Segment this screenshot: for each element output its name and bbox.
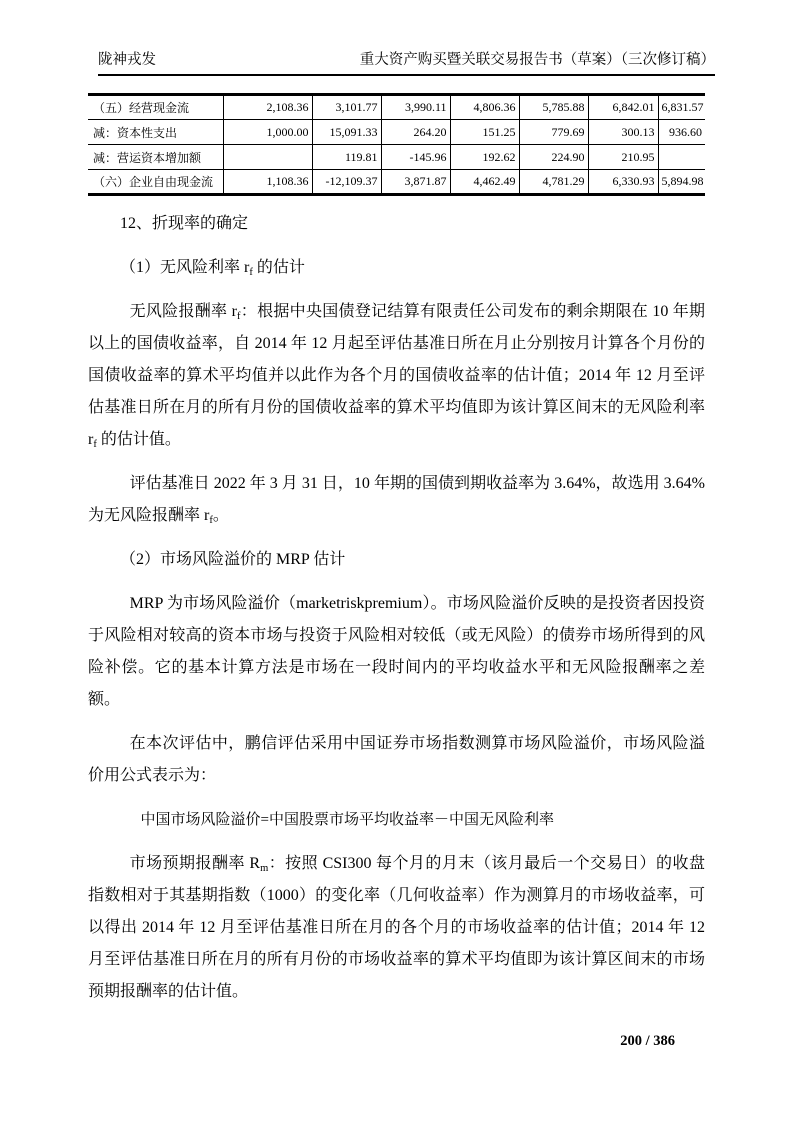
text-run: 在本次评估中，鹏信评估采用中国证券市场指数测算市场风险溢价，市场风险溢价用公式表示为： bbox=[88, 735, 705, 784]
page-header bbox=[98, 48, 715, 76]
text-run: MRP 为市场风险溢价（marketriskpremium）。市场风险溢价反映的是投资者因投资于风险相对较高的资本市场与投资于风险相对较低（或无风险）的债券市场所得到的风险补偿。它的基本计算方法是市场在一段时间内的平均收益水平和无风险报酬率之差额。 bbox=[88, 595, 705, 708]
document-body bbox=[88, 208, 705, 1008]
cell-value: 1,108.36 bbox=[223, 170, 312, 195]
cell-value: 224.90 bbox=[519, 145, 588, 170]
section-heading-risk-free-rate bbox=[88, 252, 705, 284]
cell-value: 2,108.36 bbox=[223, 95, 312, 120]
cashflow-table bbox=[88, 93, 705, 196]
row-label: 减：营运资本增加额 bbox=[88, 145, 223, 170]
subscript: f bbox=[236, 311, 241, 322]
cell-value: 5,785.88 bbox=[519, 95, 588, 120]
text-run: 的估计值。 bbox=[96, 431, 181, 448]
cell-value: 15,091.33 bbox=[312, 120, 381, 145]
header-company: 陇神戎发 bbox=[98, 52, 156, 68]
cell-value: 3,101.77 bbox=[312, 95, 381, 120]
text-run: 。 bbox=[212, 507, 229, 524]
heading-text: （1）无风险利率 r bbox=[120, 259, 250, 276]
paragraph-benchmark-date bbox=[88, 468, 705, 532]
header-report-title: 重大资产购买暨关联交易报告书（草案）（三次修订稿） bbox=[359, 52, 715, 68]
cell-value: 1,000.00 bbox=[223, 120, 312, 145]
cell-value: 6,330.93 bbox=[588, 170, 658, 195]
table-row bbox=[88, 120, 705, 145]
text-run: ：按照 CSI300 每个月的月末（该月最后一个交易日）的收盘指数相对于其基期指数（1000）的变化率（几何收益率）作为测算月的市场收益率，可以得出 2014 年 12 月至评估基准日所在月的各个月的市场收益率的估计值；2014 年 12 月至评估基准日所在月的所有月份的市场收益率的算术平均值即为该计算区间末的市场预期报酬率的估计值。 bbox=[88, 855, 705, 1000]
cell-value: 936.60 bbox=[658, 120, 705, 145]
paragraph-risk-free-definition bbox=[88, 296, 705, 456]
table-row bbox=[88, 95, 705, 120]
subscript: f bbox=[249, 267, 253, 278]
text-run: 无风险报酬率 r bbox=[129, 303, 237, 320]
subscript: f bbox=[209, 515, 213, 526]
cell-value: 119.81 bbox=[312, 145, 381, 170]
paragraph-market-return bbox=[88, 848, 705, 1008]
text-run: ：根据中央国债登记结算有限责任公司发布的剩余期限在 10 年期以上的国债收益率，自 2014 年 12 月起至评估基准日所在月止分别按月计算各个月份的国债收益率的算术平均值并以此作为各个月的国债收益率的估计值；2014 年 12 月至评估基准日所在月的所有月份的国债收益率的算术平均值即为该计算区间末的无风险利率 r bbox=[88, 303, 705, 448]
paragraph-mrp-method bbox=[88, 728, 705, 792]
cell-value: 264.20 bbox=[381, 120, 450, 145]
cell-value: 779.69 bbox=[519, 120, 588, 145]
subscript: m bbox=[260, 863, 269, 874]
cell-value: 3,990.11 bbox=[381, 95, 450, 120]
table-row bbox=[88, 170, 705, 195]
cell-value: 192.62 bbox=[450, 145, 519, 170]
cell-value bbox=[658, 145, 705, 170]
cell-value: 6,842.01 bbox=[588, 95, 658, 120]
section-heading-mrp bbox=[88, 544, 705, 576]
formula-text: 中国市场风险溢价=中国股票市场平均收益率－中国无风险利率 bbox=[140, 812, 554, 828]
cell-value: 3,871.87 bbox=[381, 170, 450, 195]
row-label: 减：资本性支出 bbox=[88, 120, 223, 145]
formula-line bbox=[88, 804, 705, 836]
table-row bbox=[88, 145, 705, 170]
cell-value: 210.95 bbox=[588, 145, 658, 170]
cell-value: 4,462.49 bbox=[450, 170, 519, 195]
cell-value: 4,781.29 bbox=[519, 170, 588, 195]
paragraph-mrp-definition bbox=[88, 588, 705, 716]
subscript: f bbox=[93, 439, 97, 450]
row-label: （五）经营现金流 bbox=[88, 95, 223, 120]
cell-value: 300.13 bbox=[588, 120, 658, 145]
section-heading-discount-rate bbox=[88, 208, 705, 240]
heading-text: 的估计 bbox=[252, 259, 305, 276]
heading-text: （2）市场风险溢价的 MRP 估计 bbox=[120, 551, 346, 568]
row-label: （六）企业自由现金流 bbox=[88, 170, 223, 195]
cell-value: -12,109.37 bbox=[312, 170, 381, 195]
cell-value: 6,831.57 bbox=[658, 95, 705, 120]
cell-value: 4,806.36 bbox=[450, 95, 519, 120]
text-run: 评估基准日 2022 年 3 月 31 日，10 年期的国债到期收益率为 3.64%，故选用 3.64%为无风险报酬率 r bbox=[88, 475, 705, 524]
cell-value: -145.96 bbox=[381, 145, 450, 170]
cell-value: 151.25 bbox=[450, 120, 519, 145]
cell-value bbox=[223, 145, 312, 170]
cell-value: 5,894.98 bbox=[658, 170, 705, 195]
text-run: 市场预期报酬率 R bbox=[129, 855, 261, 872]
heading-text: 12、折现率的确定 bbox=[120, 215, 249, 232]
page-number: 200 / 386 bbox=[620, 1033, 675, 1049]
